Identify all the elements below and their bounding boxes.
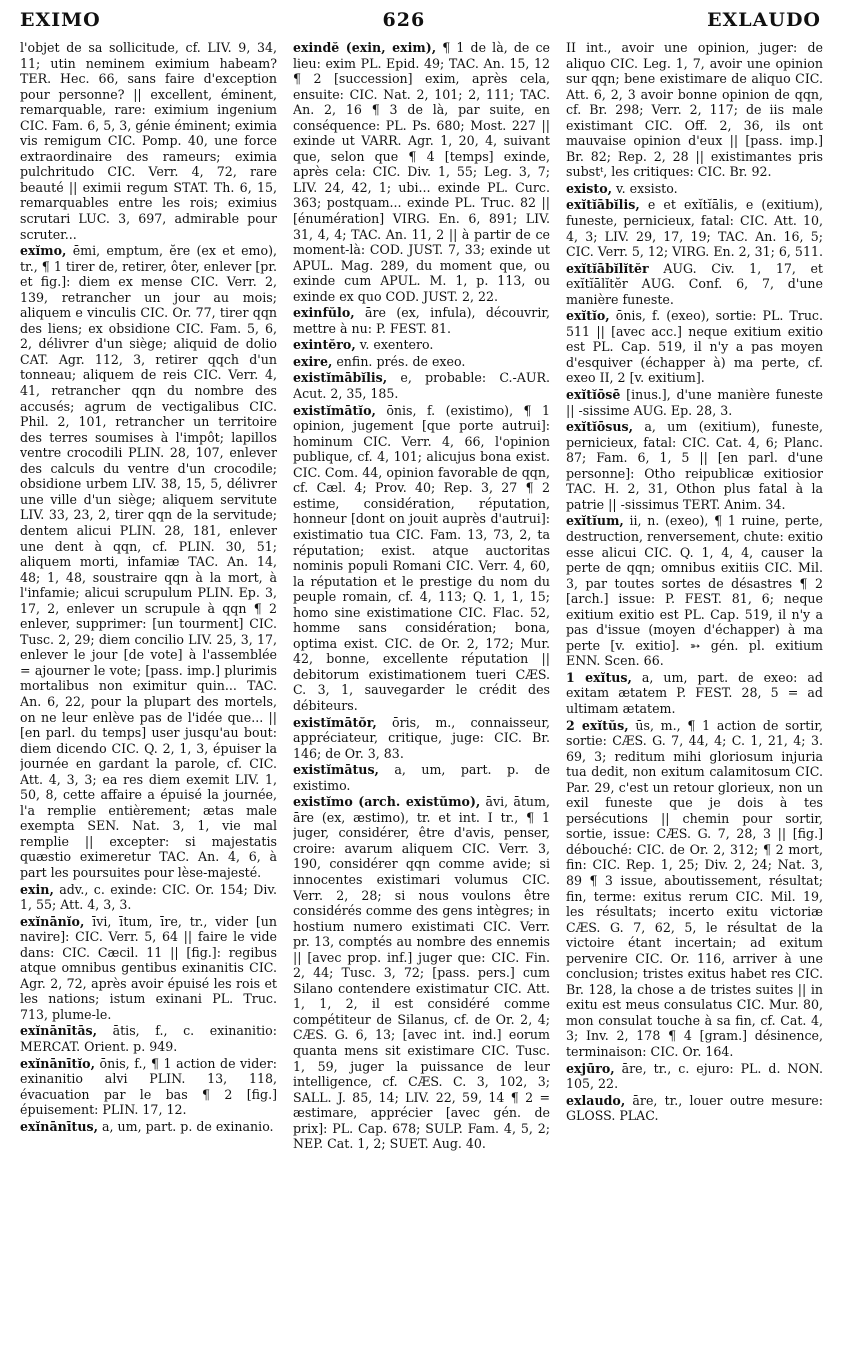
entry-text: īvi, ītum, īre, tr., vider [un navire]: CIC. Verr. 5, 64 || faire le vide dans: CIC. Cæcil. 11 || [fig.]: regibus atque omnibus gentibus exinanitis CIC. Agr. 2, 72, après avoir épuisé les rois et les nations; istum exinani PL. Truc. 713, plume-le.: [20, 913, 277, 1022]
header-right-guideword: EXLAUDO: [707, 9, 821, 31]
entry-text: āre, tr., louer outre mesure: GLOSS. PLAC.: [566, 1092, 823, 1124]
dictionary-entry: [20, 1119, 277, 1135]
dictionary-entry: [566, 181, 823, 197]
entry-text: [inus.], d'une manière funeste || -sissime AUG. Ep. 28, 3.: [566, 387, 823, 418]
dictionary-entry: [566, 308, 823, 386]
entry-headword: exin,: [20, 881, 54, 897]
entry-headword: exĭnānītās,: [20, 1023, 98, 1039]
dictionary-entry: [20, 243, 277, 880]
entry-headword: exĭnānĭo,: [20, 913, 85, 929]
entry-text: l'objet de sa sollicitude, cf. LIV. 9, 34, 11; utin neminem eximium habeam? TER. Hec. 66, sans faire d'exception pour personne? || excellent, éminent, remarquable, rare: eximium ingenium CIC. Fam. 6, 5, 3, génie éminent; eximia vis remigum CIC. Pomp. 40, une force extraordinaire des rameurs; eximia pulchritudo CIC. Verr. 4, 72, rare beauté || eximii regum STAT. Th. 6, 15, remarquables entre les rois; eximius scrutari LUC. 3, 697, admirable pour scruter...: [20, 40, 277, 242]
dictionary-entry: [566, 1061, 823, 1092]
dictionary-entry: [566, 197, 823, 259]
entry-text: e et exĭtĭālis, e (exitium), funeste, pernicieux, fatal: CIC. Att. 10, 4, 3; LIV. 29, 17, 19; TAC. An. 16, 5; CIC. Verr. 5, 12; VIRG. En. 2, 31; 6, 511.: [566, 197, 823, 260]
entry-headword: exintĕro,: [293, 337, 356, 353]
entry-text: a, um (exitium), funeste, pernicieux, fatal: CIC. Cat. 4, 6; Planc. 87; Fam. 6, 1, 5 || [en parl. d'une personne]: Otho reipublicæ exitiosior TAC. H. 2, 31, Othon plus fatal à la patrie || -sissimus TERT. Anim. 34.: [566, 419, 823, 512]
entry-text: āre, tr., c. ejuro: PL. d. NON. 105, 22.: [566, 1060, 823, 1092]
column-left: [20, 40, 277, 1342]
entry-headword: exĭtĭum,: [566, 513, 624, 529]
page-number: 626: [382, 9, 426, 31]
entry-headword: exĭtĭo,: [566, 308, 610, 324]
column-right: [566, 40, 823, 1342]
columns: [20, 40, 823, 1342]
page-header: [20, 8, 821, 32]
entry-text: ūs, m., ¶ 1 action de sortir, sortie: CÆS. G. 7, 44, 4; C. 1, 21, 4; 3. 69, 3; reditum mihi gloriosum injuria tua dedit, non exitum calamitosum CIC. Par. 29, c'est un retour glorieux, non un exil funeste que je dois à tes persécutions || chemin pour sortir, sortie, issue: CÆS. G. 7, 28, 3 || [fig.] débouché: CIC. de Or. 2, 312; ¶ 2 mort, fin: CIC. Rep. 1, 25; Div. 2, 24; Nat. 3, 89 ¶ 3 issue, aboutissement, résultat; fin, terme: exitus rerum CIC. Mil. 19, les résultats; incerto exitu victoriæ CÆS. G. 7, 62, 5, le résultat de la victoire étant incertain; ad exitum pervenire CIC. Or. 116, arriver à une conclusion; tristes exitus habet res CIC. Br. 128, la chose a de tristes suites || in exitu est meus consulatus CIC. Mur. 80, mon consulat touche à sa fin, cf. Cat. 4, 3; Inv. 2, 178 ¶ 4 [gram.] désinence, terminaison: CIC. Or. 164.: [566, 717, 823, 1059]
entry-text: ōris, m., connaisseur, appréciateur, critique, juge: CIC. Br. 146; de Or. 3, 83.: [293, 714, 550, 761]
entry-text: āre (ex, infula), découvrir, mettre à nu: P. FEST. 81.: [293, 305, 550, 336]
dictionary-entry: [293, 403, 550, 714]
entry-headword: existĭmātŏr,: [293, 714, 377, 730]
entry-text: a, um, part. p. de existimo.: [293, 762, 550, 793]
entry-text: v. exentero.: [359, 337, 434, 353]
entry-headword: exĭtĭābĭlis,: [566, 197, 640, 213]
entry-headword: existĭmo (arch. existŭmo),: [293, 794, 481, 810]
entry-headword: existĭmābĭlis,: [293, 370, 388, 386]
entry-headword: exĭmo,: [20, 243, 67, 259]
entry-text: ¶ 1 de là, de ce lieu: exim PL. Epid. 49; TAC. An. 15, 12 ¶ 2 [succession] exim, après cela, ensuite: CIC. Nat. 2, 101; 2, 111; TAC. An. 2, 16 ¶ 3 de là, par suite, en conséquence: PL. Ps. 680; Most. 227 || exinde ut VARR. Agr. 1, 20, 4, suivant que, selon que ¶ 4 [temps] exinde, après cela: CIC. Div. 1, 55; Leg. 3, 7; LIV. 24, 42, 1; ubi... exinde PL. Curc. 363; postquam... exinde PL. Truc. 82 || [énumération] VIRG. En. 6, 891; LIV. 31, 4, 4; TAC. An. 11, 2 || à partir de ce moment-là: COD. JUST. 7, 33; exinde ut APUL. Mag. 289, du moment que, ou exinde cum APUL. M. 1, p. 113, ou exinde ex quo COD. JUST. 2, 22.: [293, 40, 550, 304]
entry-text: a, um, part. de exeo: ad exitam ætatem P. FEST. 28, 5 = ad ultimam ætatem.: [566, 669, 823, 716]
entry-text: ōnis, f., ¶ 1 action de vider: exinanitio alvi PLIN. 13, 118, évacuation par le bas ¶ 2 [fig.] épuisement: PLIN. 17, 12.: [20, 1055, 277, 1118]
entry-text: enfin. prés. de exeo.: [336, 353, 466, 369]
entry-text: ōnis, f. (existimo), ¶ 1 opinion, jugement [que porte autrui]: hominum CIC. Verr. 4, 66, l'opinion publique, cf. 4, 101; alicujus bona exist. CIC. Com. 44, opinion favorable de qqn, cf. Cæl. 4; Prov. 40; Rep. 3, 27 ¶ 2 estime, considération, réputation, honneur [dont on jouit auprès d'autrui]: existimatio tua CIC. Fam. 13, 73, 2, ta réputation; exist. atque auctoritas nominis populi Romani CIC. Verr. 4, 60, la réputation et le prestige du nom du peuple romain, cf. 4, 113; Q. 1, 1, 15; homo sine existimatione CIC. Flac. 52, homme sans considération; bona, optima exist. CIC. de Or. 2, 172; Mur. 42, bonne, excellente réputation || debitorum existimationem tueri CÆS. C. 3, 1, sauvegarder le crédit des débiteurs.: [293, 402, 550, 713]
dictionary-entry: [566, 1093, 823, 1124]
dictionary-entry: [293, 354, 550, 370]
dictionary-entry: [293, 370, 550, 401]
dictionary-entry: [20, 1056, 277, 1118]
dictionary-entry: [293, 40, 550, 304]
entry-text: ātis, f., c. exinanitio: MERCAT. Orient. p. 949.: [20, 1023, 277, 1054]
dictionary-entry: [566, 40, 823, 180]
entry-headword: exĭtĭābĭlĭtĕr: [566, 260, 649, 276]
entry-headword: exjūro,: [566, 1060, 615, 1076]
entry-text: āvi, ātum, āre (ex, æstimo), tr. et int. I tr., ¶ 1 juger, considérer, être d'avis, penser, croire: avarum aliquem CIC. Verr. 3, 190, considérer qqn comme avide; si innocentes existimari volumus CIC. Verr. 2, 28; si nous voulons être considérés comme des gens intègres; in hostium numero existimati CIC. Verr. pr. 13, comptés au nombre des ennemis || [avec prop. inf.] juger que: CIC. Fin. 2, 44; Tusc. 3, 72; [pass. pers.] cum Silano contendere existimatur CIC. Att. 1, 1, 2, il est considéré comme compétiteur de Silanus, cf. de Or. 2, 4; CÆS. G. 6, 13; [avec int. ind.] eorum quanta mens sit existimare CIC. Tusc. 1, 59, juger la puissance de leur intelligence, cf. CÆS. C. 3, 102, 3; SALL. J. 85, 14; LIV. 22, 59, 14 ¶ 2 = æstimare, apprécier [avec gén. de prix]: PL. Cap. 678; SULP. Fam. 4, 5, 2; NEP. Cat. 1, 2; SUET. Aug. 40.: [293, 794, 550, 1152]
entry-headword: exĭtĭōsus,: [566, 419, 634, 435]
dictionary-entry: [293, 715, 550, 762]
dictionary-entry: [20, 1023, 277, 1054]
entry-headword: 1 exĭtus,: [566, 669, 632, 685]
entry-headword: exĭnānītus,: [20, 1118, 99, 1134]
dictionary-entry: [20, 914, 277, 1023]
column-middle: [293, 40, 550, 1342]
entry-headword: exinfŭlo,: [293, 305, 355, 321]
entry-headword: existĭmātus,: [293, 762, 379, 778]
entry-text: AUG. Civ. 1, 17, et exĭtĭālĭtĕr AUG. Conf. 6, 7, d'une manière funeste.: [566, 260, 823, 307]
entry-text: ii, n. (exeo), ¶ 1 ruine, perte, destruction, renversement, chute: exitio esse alicui CIC. Q. 1, 4, 4, causer la perte de qqn; omnibus exitiis CIC. Mil. 3, par toutes sortes de désastres ¶ 2 [arch.] issue: P. FEST. 81, 6; neque exitium exitio est PL. Cap. 519, il n'y a pas d'issue (moyen d'échapper) à ma perte [v. exitio]. ➳ gén. pl. exitium ENN. Scen. 66.: [566, 513, 823, 669]
entry-headword: existo,: [566, 180, 612, 196]
entry-headword: existĭmātĭo,: [293, 402, 376, 418]
entry-text: ōnis, f. (exeo), sortie: PL. Truc. 511 || [avec acc.] neque exitium exitio est PL. Cap. 519, il n'y a pas moyen d'esquiver (échapper à) ma perte, cf. exeo II, 2 [v. exitium].: [566, 308, 823, 386]
dictionary-entry: [20, 40, 277, 242]
entry-headword: exindĕ (exin, exim),: [293, 40, 437, 55]
dictionary-entry: [566, 513, 823, 668]
entry-headword: exire,: [293, 353, 333, 369]
dictionary-entry: [566, 718, 823, 1060]
entry-text: II int., avoir une opinion, juger: de aliquo CIC. Leg. 1, 7, avoir une opinion sur qqn; bene existimare de aliquo CIC. Att. 6, 2, 3 avoir bonne opinion de qqn, cf. Br. 298; Verr. 2, 117; de iis male existimant CIC. Off. 2, 36, ils ont mauvaise opinion d'eux || [pass. imp.] Br. 82; Rep. 2, 28 || existimantes pris substᵗ, les critiques: CIC. Br. 92.: [566, 40, 823, 180]
entry-text: a, um, part. p. de exinanio.: [102, 1118, 274, 1134]
dictionary-entry: [20, 882, 277, 913]
dictionary-entry: [293, 762, 550, 793]
entry-text: v. exsisto.: [616, 180, 678, 196]
entry-text: adv., c. exinde: CIC. Or. 154; Div. 1, 55; Att. 4, 3, 3.: [20, 881, 277, 913]
dictionary-entry: [566, 419, 823, 512]
header-left-guideword: EXIMO: [20, 9, 101, 31]
entry-text: e, probable: C.-AUR. Acut. 2, 35, 185.: [293, 370, 550, 402]
entry-headword: 2 exĭtŭs,: [566, 717, 629, 733]
dictionary-entry: [293, 305, 550, 336]
dictionary-entry: [293, 337, 550, 353]
dictionary-entry: [566, 261, 823, 308]
dictionary-entry: [293, 794, 550, 1152]
entry-text: ēmi, emptum, ĕre (ex et emo), tr., ¶ 1 tirer de, retirer, ôter, enlever [pr. et fig.]: diem ex mense CIC. Verr. 2, 139, retrancher un jour au mois; aliquem e vinculis CIC. Or. 77, tirer qqn des liens; ex obsidione CIC. Fam. 5, 6, 2, délivrer d'un siège; aliquid de dolio CAT. Agr. 112, 3, retirer qqch d'un tonneau; aliquem de reis CIC. Verr. 4, 41, retrancher qqn du nombre des accusés; agrum de vectigalibus CIC. Phil. 2, 101, retrancher un territoire des terres soumises à l'impôt; lapillos ventre crocodili PLIN. 28, 107, enlever des calculs du ventre d'un crocodile; obsidione urbem LIV. 38, 15, 5, délivrer une ville d'un siège; aliquem servitute LIV. 33, 23, 2, tirer qqn de la servitude; dentem alicui PLIN. 28, 181, enlever une dent à qqn, cf. PLIN. 30, 51; aliquem morti, infamiæ TAC. An. 14, 48; 1, 48, soustraire qqn à la mort, à l'infamie; alicui scrupulum PLIN. Ep. 3, 17, 2, enlever un scrupule à qqn ¶ 2 enlever, supprimer: [un tourment] CIC. Tusc. 2, 29; diem concilio LIV. 25, 3, 17, enlever le jour [de vote] à l'assemblée = ajourner le vote; [pass. imp.] plurimis mortalibus non eximitur quin... TAC. An. 6, 22, pour la plupart des mortels, on ne leur enlève pas de l'idée que... || [en parl. du temps] user jusqu'au bout: diem dicendo CIC. Q. 2, 1, 3, épuiser la journée en gardant la parole, cf. CIC. Att. 4, 3, 3; ea res diem exemit LIV. 1, 50, 8, cette affaire a épuisé la journée, l'a remplie entièrement; ætas male exempta SEN. Nat. 3, 1, vie mal remplie || excepter: si majestatis quæstio eximeretur TAC. An. 4, 6, à part les poursuites pour lèse-majesté.: [20, 243, 277, 880]
dictionary-entry: [566, 670, 823, 717]
dictionary-entry: [566, 387, 823, 418]
entry-headword: exlaudo,: [566, 1092, 626, 1108]
entry-headword: exĭtĭōsē: [566, 387, 621, 403]
entry-headword: exĭnānītĭo,: [20, 1055, 95, 1071]
